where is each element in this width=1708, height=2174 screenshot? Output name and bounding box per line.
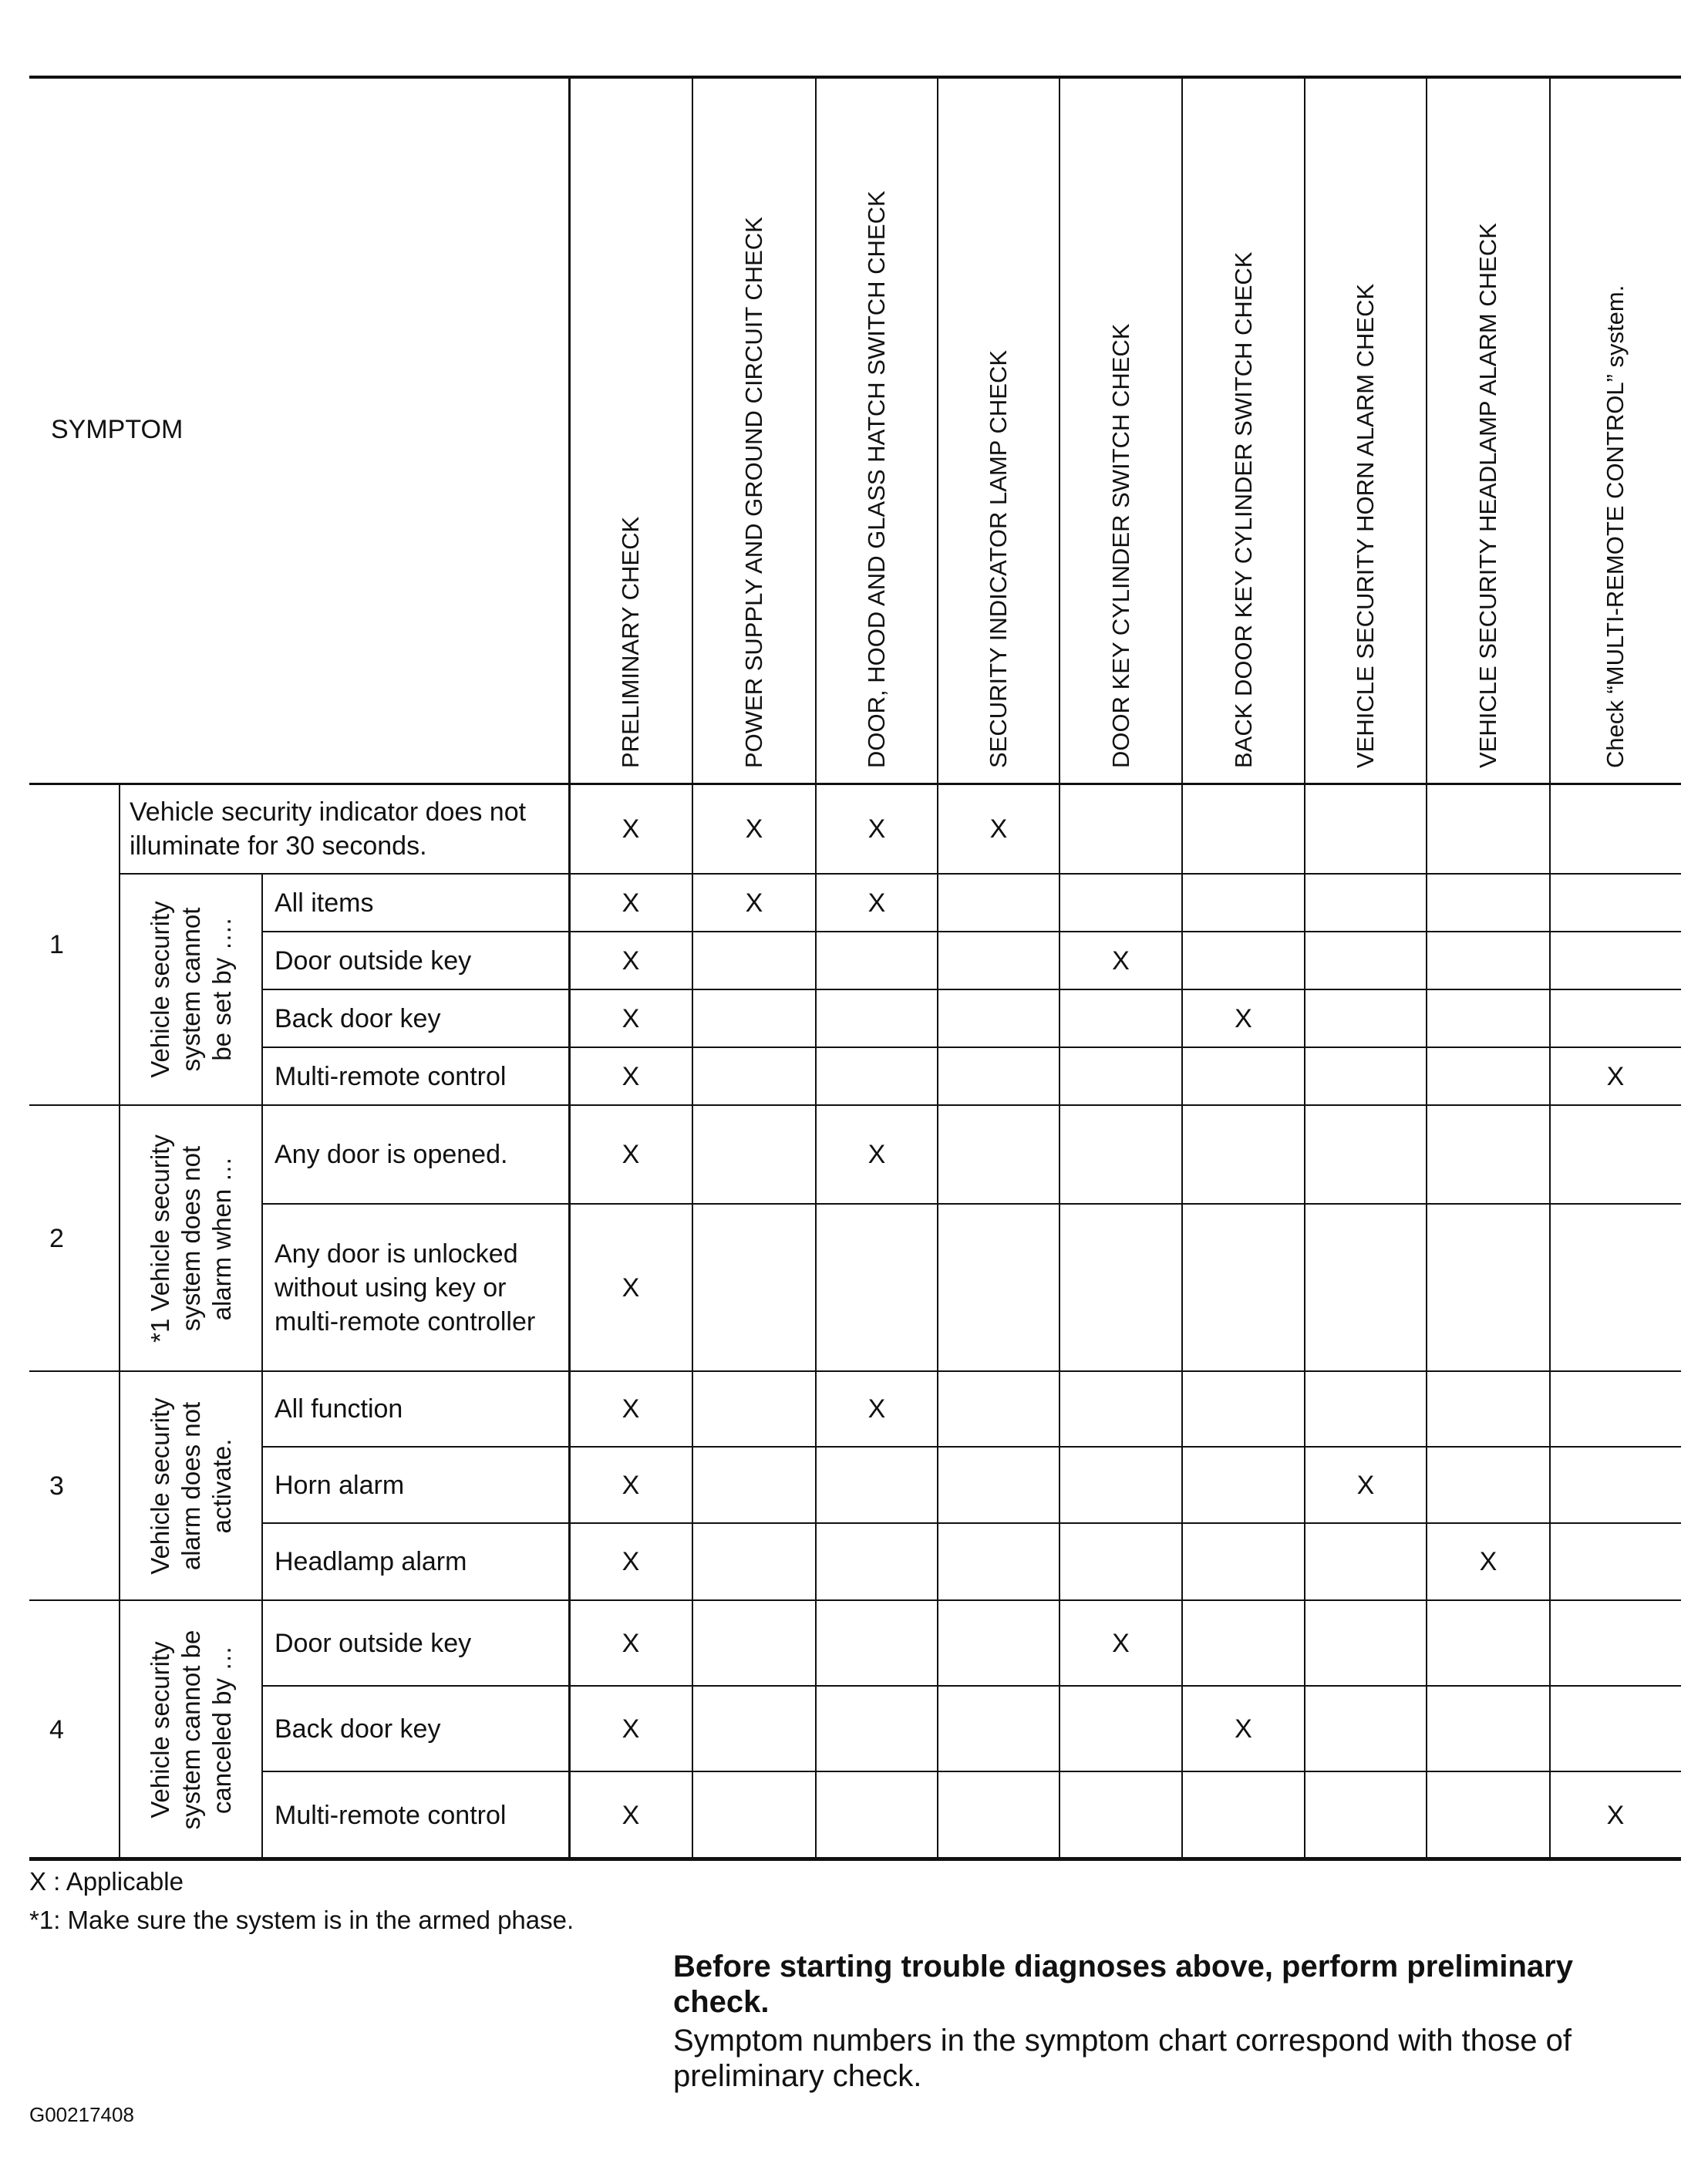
group-divider <box>29 1599 1681 1601</box>
symptom-category-line: alarm when … <box>207 1156 236 1320</box>
column-divider <box>1059 77 1060 1859</box>
column-divider <box>1426 77 1427 1859</box>
column-header-8: VEHICLE SECURITY HEADLAMP ALARM CHECK <box>1474 223 1501 768</box>
column-header-1: PRELIMINARY CHECK <box>617 516 644 768</box>
applicable-mark: X <box>622 1547 640 1576</box>
condition-label: Horn alarm <box>275 1470 405 1500</box>
symptom-category-line: system cannot be <box>176 1630 205 1829</box>
column-header-4: SECURITY INDICATOR LAMP CHECK <box>985 349 1012 768</box>
symptom-category-line: canceled by … <box>207 1645 236 1814</box>
column-divider <box>568 77 571 1859</box>
subgroup-divider <box>261 1371 263 1600</box>
symptom-number: 1 <box>49 929 64 959</box>
row-divider <box>262 1685 1681 1687</box>
column-header-6: BACK DOOR KEY CYLINDER SWITCH CHECK <box>1229 251 1257 768</box>
applicable-mark: X <box>989 814 1008 844</box>
column-divider <box>1304 77 1305 1859</box>
applicable-mark: X <box>1235 1003 1252 1033</box>
condition-label: Door outside key <box>275 1628 472 1658</box>
row-divider <box>262 1771 1681 1772</box>
subgroup-divider <box>261 1105 263 1371</box>
applicable-mark: X <box>622 1470 640 1500</box>
applicable-mark: X <box>622 1394 640 1424</box>
row-divider <box>262 1047 1681 1048</box>
applicable-mark: X <box>745 888 763 918</box>
applicable-mark: X <box>867 814 886 844</box>
symptom-category-line: system does not <box>176 1145 205 1331</box>
symptom-lead-text: illuminate for 30 seconds. <box>130 831 427 861</box>
column-divider <box>692 77 693 1859</box>
row-divider <box>262 931 1681 932</box>
condition-label: Back door key <box>275 1003 441 1033</box>
condition-label: Any door is opened. <box>275 1140 508 1169</box>
condition-label: Multi-remote control <box>275 1061 507 1091</box>
symptom-category-line: alarm does not <box>176 1401 205 1570</box>
symptom-header: SYMPTOM <box>51 415 184 444</box>
symptom-category-line: system cannot <box>176 907 205 1072</box>
condition-label: Door outside key <box>275 945 472 976</box>
column-header-3: DOOR, HOOD AND GLASS HATCH SWITCH CHECK <box>863 190 890 768</box>
symptom-category-line: activate. <box>207 1438 236 1533</box>
condition-label: All function <box>275 1394 403 1424</box>
applicable-mark: X <box>867 888 886 918</box>
applicable-mark: X <box>622 1628 640 1658</box>
symptom-category-line: *1 Vehicle security <box>145 1134 174 1343</box>
condition-label: Any door is unlocked <box>275 1239 518 1269</box>
table-bottom-rule <box>29 1857 1681 1861</box>
applicable-mark: X <box>622 1003 640 1033</box>
footnote: *1: Make sure the system is in the armed phase. <box>29 1906 574 1934</box>
applicable-mark: X <box>622 1140 640 1169</box>
column-divider <box>1549 77 1551 1859</box>
applicable-mark: X <box>1606 1061 1625 1091</box>
symptom-category-line: Vehicle security <box>145 1640 174 1818</box>
applicable-mark: X <box>745 814 763 844</box>
applicable-mark: X <box>1112 1628 1130 1658</box>
condition-label: without using key or <box>275 1272 507 1303</box>
applicable-mark: X <box>622 1800 640 1830</box>
symptom-number: 3 <box>49 1471 64 1501</box>
row-divider <box>262 989 1681 990</box>
applicable-mark: X <box>1479 1547 1497 1576</box>
applicable-mark: X <box>1112 945 1130 976</box>
applicable-mark: X <box>1235 1714 1252 1744</box>
applicable-mark: X <box>867 1140 886 1169</box>
applicable-mark: X <box>1606 1800 1625 1830</box>
row-divider <box>262 1446 1681 1448</box>
instruction-bold-line-1: Before starting trouble diagnoses above, perform preliminary <box>673 1950 1573 1984</box>
row-divider <box>120 873 1681 875</box>
symptom-number: 4 <box>49 1714 64 1744</box>
instruction-line-2: preliminary check. <box>673 2059 922 2093</box>
column-divider <box>937 77 938 1859</box>
instruction-line-1: Symptom numbers in the symptom chart correspond with those of <box>673 2024 1572 2058</box>
column-divider <box>815 77 817 1859</box>
column-header-9: Check “MULTI-REMOTE CONTROL” system. <box>1602 285 1629 768</box>
symptom-category-line: Vehicle security <box>145 901 174 1078</box>
applicable-mark: X <box>622 1061 640 1091</box>
applicable-mark: X <box>622 1272 640 1303</box>
applicable-mark: X <box>867 1394 886 1424</box>
condition-label: Headlamp alarm <box>275 1547 467 1576</box>
row-divider <box>262 1522 1681 1524</box>
header-bottom-rule <box>29 783 1681 785</box>
applicable-mark: X <box>622 945 640 976</box>
applicable-mark: X <box>622 888 640 918</box>
applicable-mark: X <box>622 814 640 844</box>
symptom-lead-text: Vehicle security indicator does not <box>130 797 527 827</box>
group-divider <box>29 1370 1681 1372</box>
condition-label: Multi-remote control <box>275 1800 507 1830</box>
symptom-category-line: Vehicle security <box>145 1397 174 1575</box>
instruction-bold-line-2: check. <box>673 1985 770 2019</box>
symptom-category-line: be set by …. <box>207 918 236 1061</box>
condition-label: Back door key <box>275 1714 441 1744</box>
applicable-mark: X <box>1356 1470 1375 1500</box>
figure-code: G00217408 <box>29 2103 134 2126</box>
legend-note: X : Applicable <box>29 1867 184 1896</box>
symptom-number: 2 <box>49 1223 64 1253</box>
group-divider <box>29 1104 1681 1106</box>
number-column-divider <box>119 784 120 1859</box>
condition-label: All items <box>275 888 374 918</box>
column-header-7: VEHICLE SECURITY HORN ALARM CHECK <box>1352 283 1379 768</box>
subgroup-divider <box>261 1600 263 1859</box>
table-top-rule <box>29 76 1681 79</box>
condition-label: multi-remote controller <box>275 1306 536 1336</box>
column-header-5: DOOR KEY CYLINDER SWITCH CHECK <box>1107 323 1134 768</box>
column-header-2: POWER SUPPLY AND GROUND CIRCUIT CHECK <box>740 217 767 768</box>
row-divider <box>262 1203 1681 1205</box>
column-divider <box>1181 77 1183 1859</box>
applicable-mark: X <box>622 1714 640 1744</box>
